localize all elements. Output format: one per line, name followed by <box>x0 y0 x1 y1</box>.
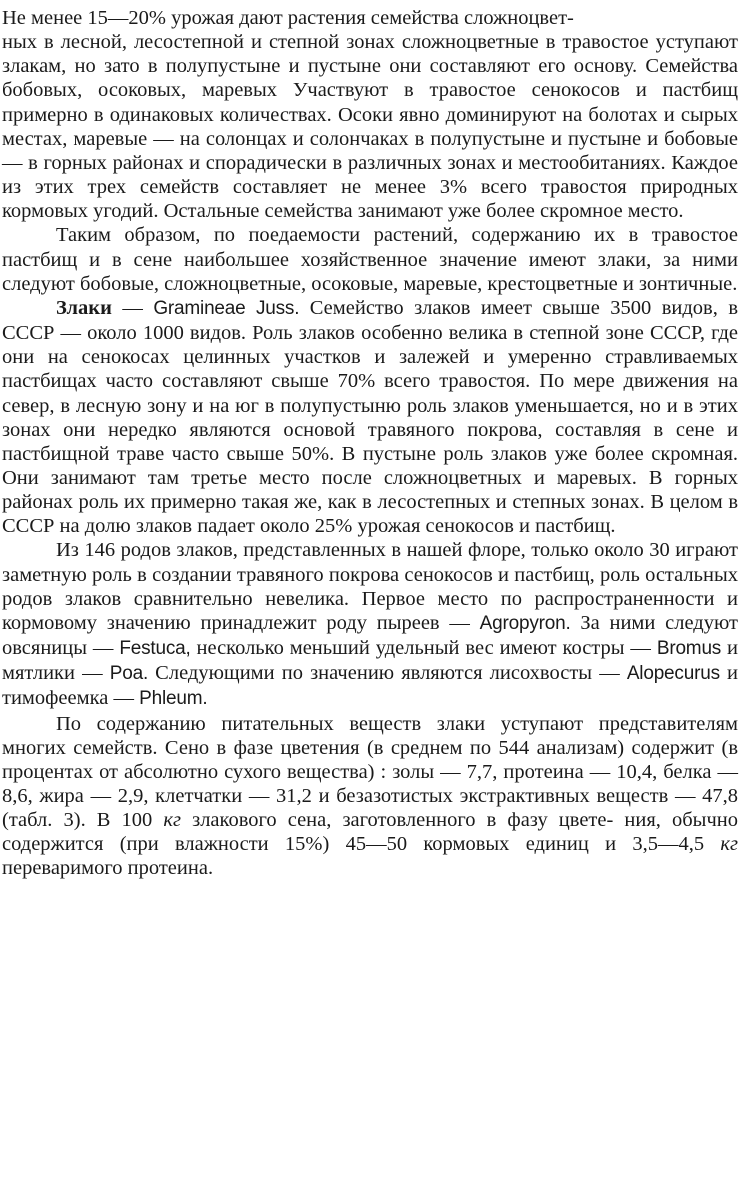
paragraph-4-text-3: несколько меньший удельный вес имеют костры — <box>190 637 657 660</box>
paragraph-4-text-1: Из 146 родов злаков, представленных в нашей флоре, только около 30 играют заметную роль в создании травяного покрова сенокосов и пастбищ, роль остальных родов злаков сравнительно невелика. Первое место по распространенности и кормовому значению принадлежит роду пыреев — <box>2 539 738 634</box>
latin-genus-alopecurus: Alopecurus <box>626 663 720 685</box>
latin-genus-agropyron: Agropyron. <box>479 612 571 634</box>
paragraph-4-text-5: Следующими по значению являются лисохвосты — <box>148 662 627 685</box>
paragraph-1: ных в лесной, лесостепной и степной зонах сложноцветные в травостое уступают злакам, но зато в полупустыне и пустыне они составляют его основу. Семейства бобовых, осоковых, маревых Участвуют в травостое сенокосов и пастбищ примерно в одинаковых количествах. Осоки явно доминируют на болотах и сырых местах, маревые — на солонцах и солончаках в полупустыне и пустыне и бобовые — в горных районах и спорадически в различных зонах и местообитаниях. Каждое из этих трех семейств составляет не менее 3% всего травостоя природных кормовых угодий. Остальные семейства занимают уже более скромное место. <box>2 31 738 223</box>
unit-kg-2: кг <box>720 833 738 856</box>
latin-genus-phleum: Phleum. <box>139 688 208 710</box>
paragraph-5-text-3: переваримого протеина. <box>2 857 214 880</box>
paragraph-5-text-2: злакового сена, заготовленного в фазу цвете- ния, обычно содержится (при влажности 15%) 45—50 кормовых единиц и 3,5—4,5 <box>2 809 738 856</box>
paragraph-4-text-2: За ними следуют овсяницы — <box>2 611 738 660</box>
paragraph-3-text: Семейство злаков имеет свыше 3500 видов, в СССР — около 1000 видов. Роль злаков особенно велика в степной зоне СССР, где они на сенокосах целинных участков и залежей и умеренно стравливаемых пастбищах часто составляют свыше 70% всего травостоя. По мере движения на север, в лесную зону и на юг в полупустыню роль злаков уменьшается, но и в этих зонах они нередко являются основой травяного покрова, составляя в сене и пастбищной траве часто свыше 50%. В пустыне роль злаков уже более скромная. Они занимают там третье место после сложноцветных и маревых. В горных районах роль их примерно такая же, как в лесостепных и степных зонах. В целом в СССР на долю злаков падает около 25% урожая сенокосов и пастбищ. <box>2 296 738 538</box>
latin-genus-poa: Poa. <box>109 663 149 685</box>
paragraph-2: Таким образом, по поедаемости растений, содержанию их в травостое пастбищ и в сене наибольшее хозяйственное значение имеют злаки, за ними следуют бобовые, сложноцветные, осоковые, маревые, крестоцветные и зонтичные. <box>2 224 738 295</box>
document-page <box>0 6 738 881</box>
paragraph-1-line-1: Не менее 15—20% урожая дают растения семейства сложноцвет- <box>2 7 574 29</box>
latin-name: Gramineae Juss. <box>153 297 300 319</box>
paragraph-3 <box>2 296 738 539</box>
family-term: Злаки <box>56 296 112 319</box>
paragraph-4-text-4: и мятлики — <box>2 637 738 685</box>
unit-kg-1: кг <box>163 809 181 832</box>
latin-genus-bromus: Bromus <box>656 638 722 660</box>
term-dash: — <box>111 296 154 319</box>
latin-genus-festuca: Festuca, <box>119 638 191 660</box>
paragraph-5-text-1: По содержанию питательных веществ злаки уступают представителям многих семейств. Сено в фазе цветения (в среднем по 544 анализам) содержит (в процентах от абсолютно сухого вещества) : золы — 7,7, протеина — 10,4, белка — 8,6, жира — 2,9, клетчатки — 31,2 и безазотистых экстрактивных веществ — 47,8 (табл. 3). В 100 <box>2 712 738 832</box>
paragraph-5 <box>2 712 738 881</box>
paragraph-4-text-6: и тимофеемка — <box>2 662 738 710</box>
paragraph-4 <box>2 538 738 711</box>
